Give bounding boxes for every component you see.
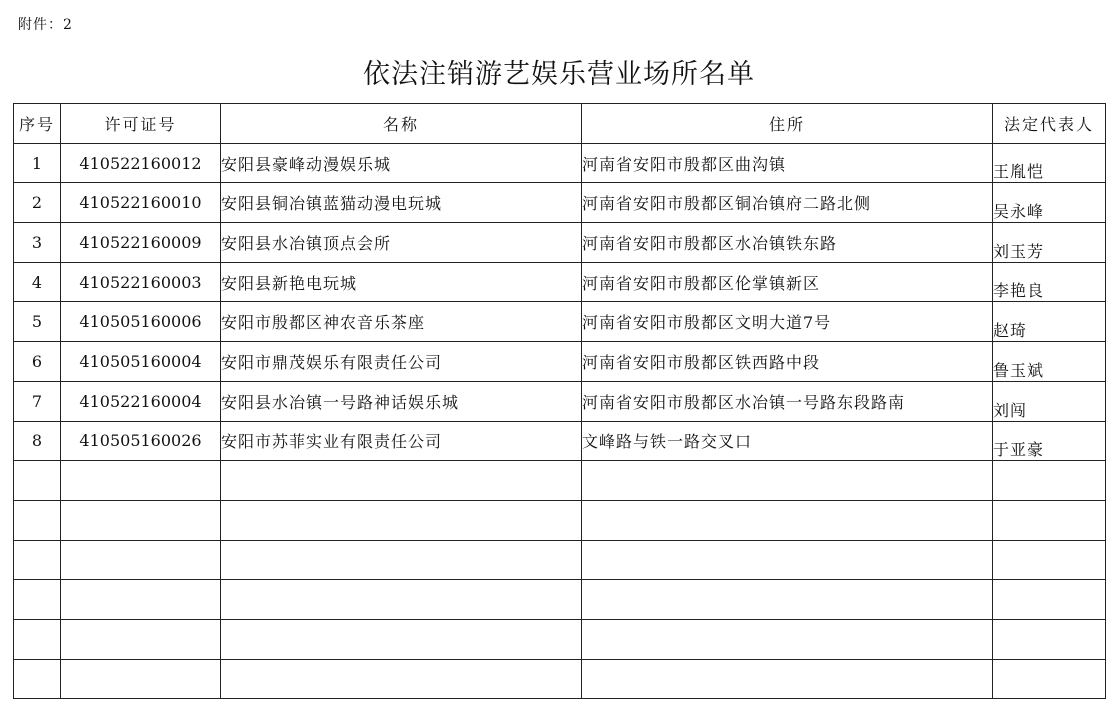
cell-name	[221, 580, 582, 620]
table-row	[14, 540, 1106, 580]
cell-license: 410522160010	[61, 183, 221, 223]
cell-seq: 4	[14, 262, 61, 302]
header-seq: 序号	[14, 104, 61, 144]
cell-address: 河南省安阳市殷都区文明大道7号	[582, 302, 993, 342]
cell-representative: 赵琦	[993, 302, 1106, 342]
cell-name	[221, 500, 582, 540]
cell-representative	[993, 540, 1106, 580]
cell-license	[61, 500, 221, 540]
table-row	[14, 262, 1106, 302]
header-license: 许可证号	[61, 104, 221, 144]
cell-seq: 1	[14, 143, 61, 183]
cell-seq: 8	[14, 421, 61, 461]
table-row	[14, 183, 1106, 223]
cell-license	[61, 461, 221, 501]
cell-address	[582, 659, 993, 699]
table-row	[14, 421, 1106, 461]
cell-license: 410505160004	[61, 342, 221, 382]
cell-address	[582, 619, 993, 659]
cell-seq: 3	[14, 223, 61, 263]
cell-address	[582, 461, 993, 501]
cell-license: 410522160012	[61, 143, 221, 183]
cell-representative: 于亚豪	[993, 421, 1106, 461]
cell-address: 河南省安阳市殷都区水冶镇一号路东段路南	[582, 381, 993, 421]
cell-address: 河南省安阳市殷都区铁西路中段	[582, 342, 993, 382]
table-row	[14, 500, 1106, 540]
cell-name: 安阳市鼎茂娱乐有限责任公司	[221, 342, 582, 382]
header-representative: 法定代表人	[993, 104, 1106, 144]
cell-seq: 2	[14, 183, 61, 223]
cell-name: 安阳县水冶镇顶点会所	[221, 223, 582, 263]
cell-license: 410522160009	[61, 223, 221, 263]
cell-representative	[993, 461, 1106, 501]
cell-representative: 刘闯	[993, 381, 1106, 421]
cell-seq	[14, 659, 61, 699]
cell-name	[221, 659, 582, 699]
cancellation-table	[13, 103, 1106, 699]
cell-license	[61, 540, 221, 580]
cell-seq	[14, 540, 61, 580]
header-name: 名称	[221, 104, 582, 144]
table-body	[14, 143, 1106, 699]
cell-seq: 5	[14, 302, 61, 342]
cell-name	[221, 619, 582, 659]
cell-address: 文峰路与铁一路交叉口	[582, 421, 993, 461]
cell-name: 安阳县新艳电玩城	[221, 262, 582, 302]
cell-representative: 刘玉芳	[993, 223, 1106, 263]
cell-seq: 7	[14, 381, 61, 421]
cell-address	[582, 500, 993, 540]
cell-name: 安阳县豪峰动漫娱乐城	[221, 143, 582, 183]
cell-name: 安阳市殷都区神农音乐茶座	[221, 302, 582, 342]
table-header-row	[14, 104, 1106, 144]
cell-address: 河南省安阳市殷都区铜冶镇府二路北侧	[582, 183, 993, 223]
cell-seq	[14, 619, 61, 659]
table-row	[14, 223, 1106, 263]
cell-address: 河南省安阳市殷都区伦掌镇新区	[582, 262, 993, 302]
cell-license: 410522160003	[61, 262, 221, 302]
attachment-label: 附件：2	[18, 17, 73, 33]
table-row	[14, 659, 1106, 699]
cell-seq	[14, 580, 61, 620]
cell-representative	[993, 619, 1106, 659]
cell-name	[221, 540, 582, 580]
cell-address	[582, 540, 993, 580]
cell-representative	[993, 580, 1106, 620]
table-row	[14, 580, 1106, 620]
cell-name	[221, 461, 582, 501]
cell-name: 安阳县铜冶镇蓝猫动漫电玩城	[221, 183, 582, 223]
cell-seq	[14, 500, 61, 540]
cell-license	[61, 619, 221, 659]
cell-name: 安阳县水冶镇一号路神话娱乐城	[221, 381, 582, 421]
cell-license: 410505160006	[61, 302, 221, 342]
cell-representative: 王胤恺	[993, 143, 1106, 183]
cell-license	[61, 659, 221, 699]
header-address: 住所	[582, 104, 993, 144]
cell-address: 河南省安阳市殷都区曲沟镇	[582, 143, 993, 183]
table-row	[14, 143, 1106, 183]
cell-address: 河南省安阳市殷都区水冶镇铁东路	[582, 223, 993, 263]
cell-address	[582, 580, 993, 620]
table-row	[14, 619, 1106, 659]
cell-license	[61, 580, 221, 620]
cell-representative	[993, 500, 1106, 540]
cell-representative: 鲁玉斌	[993, 342, 1106, 382]
cell-seq	[14, 461, 61, 501]
cell-license: 410505160026	[61, 421, 221, 461]
cell-representative: 吴永峰	[993, 183, 1106, 223]
page-title: 依法注销游艺娱乐营业场所名单	[363, 59, 755, 90]
table-row	[14, 342, 1106, 382]
table-row	[14, 461, 1106, 501]
table-row	[14, 302, 1106, 342]
cell-representative: 李艳良	[993, 262, 1106, 302]
table-row	[14, 381, 1106, 421]
cell-representative	[993, 659, 1106, 699]
cell-license: 410522160004	[61, 381, 221, 421]
cell-seq: 6	[14, 342, 61, 382]
cell-name: 安阳市苏菲实业有限责任公司	[221, 421, 582, 461]
